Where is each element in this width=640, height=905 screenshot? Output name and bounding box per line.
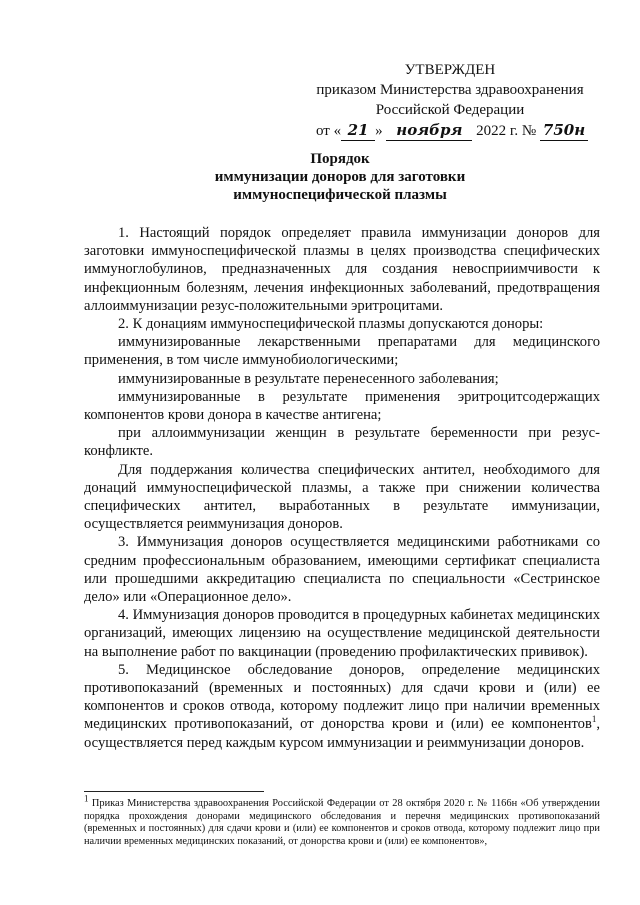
- footnote-reference[interactable]: 1: [591, 714, 597, 725]
- handwritten-day: 21: [341, 120, 375, 141]
- paragraph-5-tail: , осуществляется перед каждым курсом иммунизации и реиммунизации доноров.: [84, 716, 600, 751]
- donor-category-4: при аллоиммунизации женщин в результате беременности при резус-конфликте.: [84, 425, 600, 460]
- title-line-1: Порядок: [310, 151, 370, 167]
- handwritten-order-number: 750н: [540, 120, 588, 141]
- paragraph-4: 4. Иммунизация доноров проводится в процедурных кабинетах медицинских организаций, имеющих лицензию на осуществление медицинской деятельности на выполнение работ по вакцинации (проведению профилактических прививок).: [84, 607, 600, 660]
- date-mid: »: [375, 123, 383, 139]
- document-title: [60, 150, 620, 204]
- date-year: 2022 г. №: [476, 123, 537, 139]
- date-prefix: от «: [316, 123, 342, 139]
- handwritten-month: ноября: [386, 120, 472, 141]
- donor-category-1: иммунизированные лекарственными препаратами для медицинского применения, в том числе иммунобиологическими;: [84, 334, 600, 369]
- footnote-divider: [84, 791, 264, 792]
- paragraph-1: 1. Настоящий порядок определяет правила иммунизации доноров для заготовки иммуноспецифической плазмы в целях производства специфических иммуноглобулинов, предназначенных для создания невосприимчивости к инфекционным болезням, лечения инфекционных заболеваний, предотвращения аллоиммунизации резус-положительными эритроцитами.: [84, 225, 600, 314]
- paragraph-3: 3. Иммунизация доноров осуществляется медицинскими работниками со средним профессиональным образованием, имеющими сертификат специалиста или прошедшими аккредитацию специалиста по специальности «Сестринское дело» или «Операционное дело».: [84, 534, 600, 606]
- footnote-text: Приказ Министерства здравоохранения Российской Федерации от 28 октября 2020 г. № 1166н «Об утверждении порядка прохождения донорами медицинского обследования и перечня медицинских противопоказаний (временных и постоянных) для сдачи крови и (или) ее компонентов и сроков отвода, которому подлежит лицо при наличии временных медицинских показаний, от донорства крови и (или) ее компонентов»,: [84, 798, 600, 847]
- document-body: [84, 224, 600, 752]
- footnote-marker: 1: [84, 793, 89, 804]
- approval-issuer-country: Российской Федерации: [375, 102, 525, 118]
- approval-block: [300, 60, 600, 141]
- footnote: [84, 793, 600, 848]
- approval-date-line: [300, 120, 600, 141]
- title-line-3: иммуноспецифической плазмы: [233, 187, 447, 203]
- donor-category-3: иммунизированные в результате применения эритроцитсодержащих компонентов крови донора в качестве антигена;: [84, 388, 600, 424]
- title-line-2: иммунизации доноров для заготовки: [214, 169, 466, 185]
- paragraph-reimmunization: Для поддержания количества специфических антител, необходимого для донаций иммуноспецифической плазмы, а также при снижении количества специфических антител, выработанных в результате иммунизации, осуществляется реиммунизация доноров.: [84, 461, 600, 533]
- paragraph-2: 2. К донациям иммуноспецифической плазмы допускаются доноры:: [118, 316, 544, 333]
- paragraph-5: [84, 661, 600, 752]
- paragraph-5-text: 5. Медицинское обследование доноров, определение медицинских противопоказаний (временных и постоянных) для сдачи крови и (или) ее компонентов и сроков отвода, которому подлежит лицо при наличии временных медицинских противопоказаний, от донорства крови и (или) ее компонентов: [84, 661, 600, 733]
- approval-heading: УТВЕРЖДЕН: [404, 62, 496, 78]
- donor-category-2: иммунизированные в результате перенесенного заболевания;: [118, 370, 499, 387]
- approval-issuer: приказом Министерства здравоохранения: [316, 82, 584, 98]
